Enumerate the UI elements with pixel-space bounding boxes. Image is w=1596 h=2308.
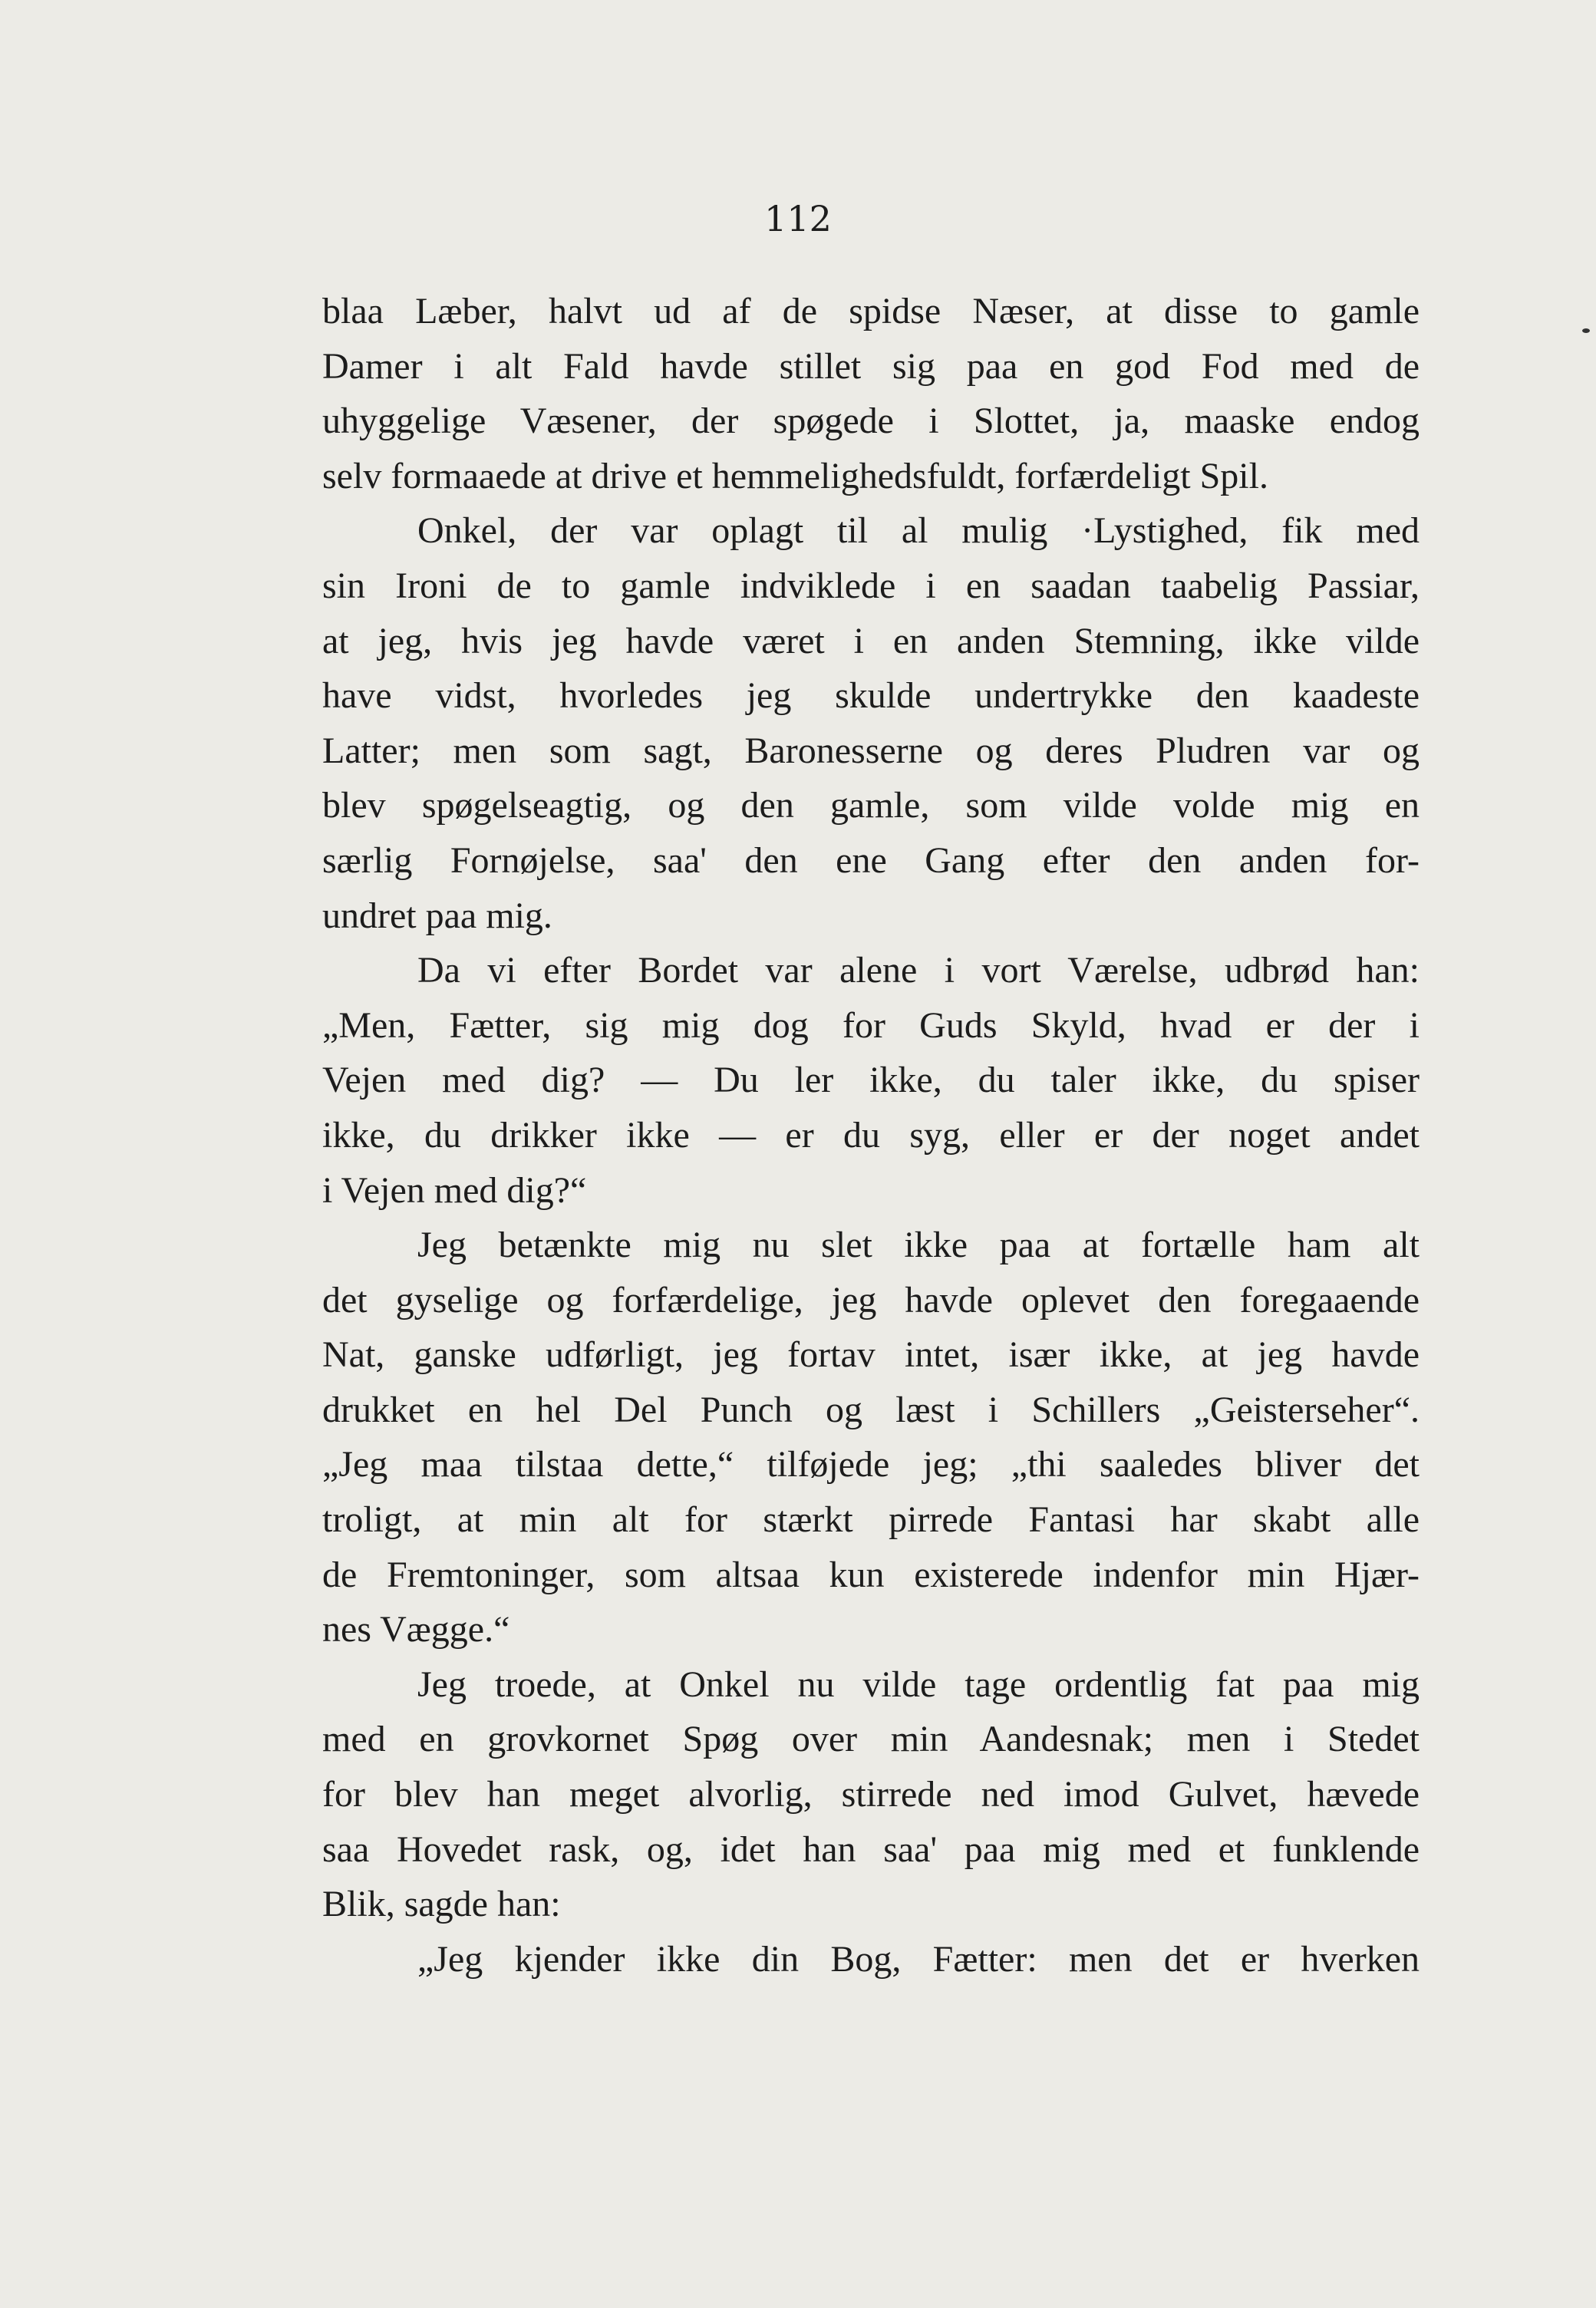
text-line: have vidst, hvorledes jeg skulde undertrykke den kaadeste: [322, 675, 1420, 717]
text-line: „Jeg kjender ikke din Bog, Fætter: men det er hverken: [417, 1938, 1420, 1980]
body-text: [322, 284, 1420, 1987]
page-number: 112: [764, 198, 832, 239]
text-line: Jeg troede, at Onkel nu vilde tage ordentlig fat paa mig: [417, 1663, 1420, 1705]
text-line: for blev han meget alvorlig, stirrede ned imod Gulvet, hævede: [322, 1774, 1420, 1815]
text-line: drukket en hel Del Punch og læst i Schillers „Geisterseher“.: [322, 1389, 1420, 1430]
text-line: undret paa mig.: [322, 895, 552, 936]
text-line: sin Ironi de to gamle indviklede i en saadan taabelig Passiar,: [322, 565, 1420, 606]
text-line: selv formaaede at drive et hemmelighedsfuldt, forfærdeligt Spil.: [322, 455, 1268, 496]
text-line: blev spøgelseagtig, og den gamle, som vilde volde mig en: [322, 785, 1420, 826]
text-line: troligt, at min alt for stærkt pirrede Fantasi har skabt alle: [322, 1499, 1420, 1541]
text-line: Damer i alt Fald havde stillet sig paa en god Fod med de: [322, 345, 1420, 387]
text-line: Blik, sagde han:: [322, 1884, 561, 1925]
text-line: Latter; men som sagt, Baronesserne og deres Pludren var og: [322, 730, 1420, 771]
text-line: de Fremtoninger, som altsaa kun existerede indenfor min Hjær-: [322, 1554, 1420, 1595]
text-line: „Jeg maa tilstaa dette,“ tilføjede jeg; „thi saaledes bliver det: [322, 1444, 1420, 1485]
text-line: særlig Fornøjelse, saa' den ene Gang efter den anden for-: [322, 839, 1420, 881]
text-line: det gyselige og forfærdelige, jeg havde oplevet den foregaaende: [322, 1279, 1420, 1321]
text-line: ikke, du drikker ikke — er du syg, eller er der noget andet: [322, 1114, 1420, 1156]
text-line: at jeg, hvis jeg havde været i en anden Stemning, ikke vilde: [322, 620, 1420, 661]
text-line: Onkel, der var oplagt til al mulig ·Lystighed, fik med: [417, 510, 1420, 552]
text-line: i Vejen med dig?“: [322, 1169, 587, 1211]
text-line: uhyggelige Væsener, der spøgede i Slottet, ja, maaske endog: [322, 401, 1420, 442]
text-line: saa Hovedet rask, og, idet han saa' paa mig med et funklende: [322, 1828, 1420, 1870]
text-line: „Men, Fætter, sig mig dog for Guds Skyld, hvad er der i: [322, 1004, 1420, 1046]
text-line: med en grovkornet Spøg over min Aandesnak; men i Stedet: [322, 1719, 1420, 1760]
text-line: Jeg betænkte mig nu slet ikke paa at fortælle ham alt: [417, 1225, 1420, 1266]
text-line: Da vi efter Bordet var alene i vort Værelse, udbrød han:: [417, 950, 1420, 991]
text-line: blaa Læber, halvt ud af de spidse Næser, at disse to gamle: [322, 291, 1420, 331]
speck-mark: [1582, 328, 1590, 333]
text-line: nes Vægge.“: [322, 1609, 510, 1650]
text-line: Vejen med dig? — Du ler ikke, du taler ikke, du spiser: [322, 1060, 1420, 1101]
text-line: Nat, ganske udførligt, jeg fortav intet, især ikke, at jeg havde: [322, 1334, 1420, 1376]
